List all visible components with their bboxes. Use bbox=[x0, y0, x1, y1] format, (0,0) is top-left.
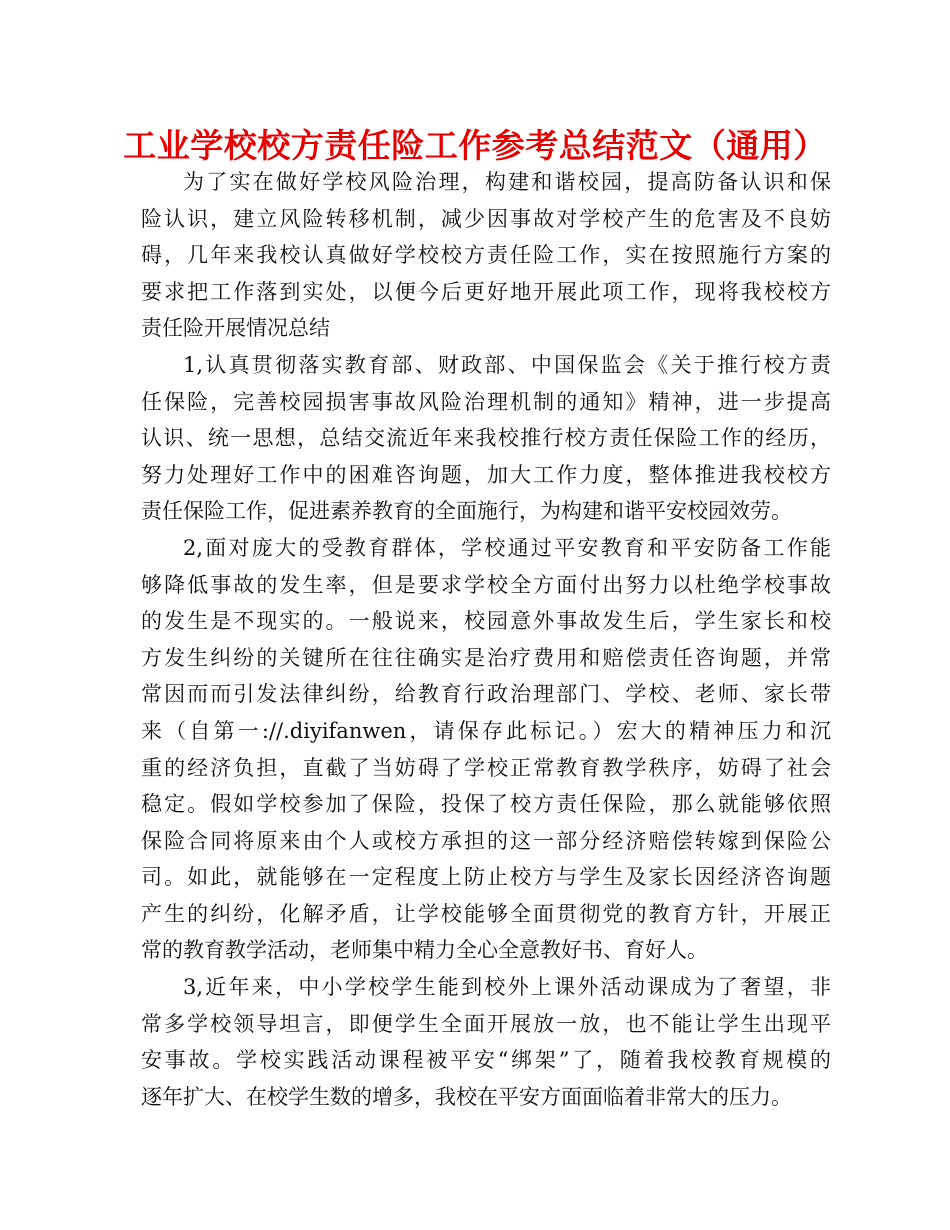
paragraph-line: 重的经济负担，直截了当妨碍了学校正常教育教学秩序，妨碍了社会 bbox=[141, 755, 831, 780]
paragraph bbox=[141, 969, 831, 1115]
paragraph-line: 努力处理好工作中的困难咨询题，加大工作力度，整体推进我校校方 bbox=[141, 462, 831, 487]
paragraph bbox=[141, 164, 831, 347]
paragraph-line: 3,近年来，中小学校学生能到校外上课外活动课成为了奢望，非 bbox=[183, 975, 831, 1000]
paragraph-line: 安事故。学校实践活动课程被平安“绑架”了，随着我校教育规模的 bbox=[141, 1048, 831, 1073]
paragraph-line: 碍，几年来我校认真做好学校校方责任险工作，实在按照施行方案的 bbox=[141, 243, 831, 268]
paragraph-line: 2,面对庞大的受教育群体，学校通过平安教育和平安防备工作能 bbox=[183, 535, 831, 560]
paragraph-line: 来（自第一://.diyifanwen，请保存此标记。）宏大的精神压力和沉 bbox=[141, 718, 831, 743]
paragraph-line: 任保险，完善校园损害事故风险治理机制的通知》精神，进一步提高 bbox=[141, 389, 831, 414]
paragraph-line: 稳定。假如学校参加了保险，投保了校方责任保险，那么就能够依照 bbox=[141, 792, 831, 817]
paragraph-line: 要求把工作落到实处，以便今后更好地开展此项工作，现将我校校方 bbox=[141, 279, 831, 304]
paragraph-line: 方发生纠纷的关键所在往往确实是治疗费用和赔偿责任咨询题，并常 bbox=[141, 645, 831, 670]
paragraph-line: 司。如此，就能够在一定程度上防止校方与学生及家长因经济咨询题 bbox=[141, 865, 831, 890]
paragraph-line: 逐年扩大、在校学生数的增多，我校在平安方面面临着非常大的压力。 bbox=[141, 1084, 792, 1109]
paragraph-line: 责任险开展情况总结 bbox=[141, 316, 330, 341]
paragraph-line: 为了实在做好学校风险治理，构建和谐校园，提高防备认识和保 bbox=[183, 170, 831, 194]
paragraph-line: 常多学校领导坦言，即便学生全面开展放一放，也不能让学生出现平 bbox=[141, 1011, 831, 1036]
paragraph-line: 保险合同将原来由个人或校方承担的这一部分经济赔偿转嫁到保险公 bbox=[141, 828, 831, 853]
paragraph bbox=[141, 347, 831, 530]
paragraph-line: 险认识，建立风险转移机制，减少因事故对学校产生的危害及不良妨 bbox=[141, 206, 831, 231]
document-title: 工业学校校方责任险工作参考总结范文（通用） bbox=[123, 126, 827, 165]
paragraph-line: 的发生是不现实的。一般说来，校园意外事故发生后，学生家长和校 bbox=[141, 609, 831, 634]
paragraph-line: 责任保险工作，促进素养教育的全面施行，为构建和谐平安校园效劳。 bbox=[141, 499, 792, 524]
paragraph-line: 1,认真贯彻落实教育部、财政部、中国保监会《关于推行校方责 bbox=[183, 352, 831, 377]
paragraph-line: 常的教育教学活动，老师集中精力全心全意教好书、育好人。 bbox=[141, 938, 708, 963]
paragraph-line: 常因而而引发法律纠纷，给教育行政治理部门、学校、老师、家长带 bbox=[141, 682, 831, 707]
document-body bbox=[141, 164, 831, 1115]
paragraph bbox=[141, 530, 831, 969]
paragraph-line: 认识、统一思想，总结交流近年来我校推行校方责任保险工作的经历， bbox=[141, 426, 831, 451]
paragraph-line: 产生的纠纷，化解矛盾，让学校能够全面贯彻党的教育方针，开展正 bbox=[141, 901, 831, 926]
paragraph-line: 够降低事故的发生率，但是要求学校全方面付出努力以杜绝学校事故 bbox=[141, 572, 831, 597]
